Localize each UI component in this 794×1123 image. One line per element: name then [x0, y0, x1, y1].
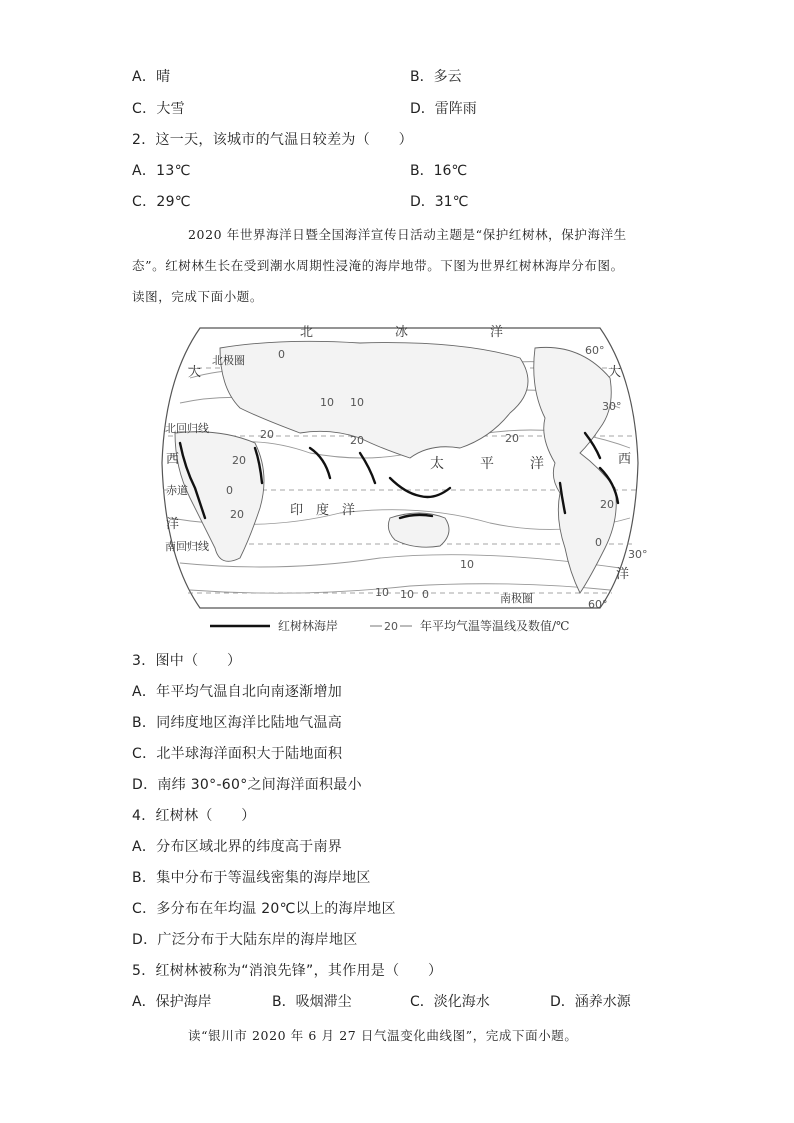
mangrove-world-map	[160, 318, 648, 636]
intro-line-3: 读图，完成下面小题。	[132, 289, 264, 304]
mangrove-coast-southeast-asia	[390, 478, 450, 497]
map-label-pacific-2: 平	[480, 456, 494, 472]
americas-landmass	[534, 347, 617, 593]
map-label-pacific-3: 洋	[530, 456, 544, 472]
legend-isotherm-label: 年平均气温等温线及数值/℃	[420, 619, 570, 633]
isotherm-label-20d: 20	[350, 434, 364, 447]
q5-option-c: C．淡化海水	[410, 994, 490, 1010]
map-label-yang-left: 洋	[166, 517, 180, 532]
isotherm-label-10c: 10	[460, 558, 474, 571]
map-label-north-ice-3: 洋	[490, 325, 504, 340]
map-label-pacific-1: 太	[430, 456, 444, 472]
q4-option-c: C．多分布在年均温 20℃以上的海岸地区	[132, 901, 396, 917]
q2-stem: 2．这一天，该城市的气温日较差为（ ）	[132, 132, 413, 148]
q3-option-b: B．同纬度地区海洋比陆地气温高	[132, 715, 343, 731]
q1-option-a: A．晴	[132, 69, 171, 85]
q2-option-d: D．31℃	[410, 194, 469, 210]
map-label-xi-left: 西	[166, 452, 180, 467]
map-label-equator: 赤道	[166, 484, 188, 497]
isotherm-label-10b: 10	[350, 396, 364, 409]
q4-stem: 4．红树林（ ）	[132, 808, 256, 824]
intro-line-1: 2020 年世界海洋日暨全国海洋宣传日活动主题是“保护红树林，保护海洋生	[188, 227, 627, 242]
isotherm-label-10d: 10	[375, 586, 389, 599]
q2-option-b: B．16℃	[410, 163, 468, 179]
map-label-xi-right: 西	[618, 452, 632, 467]
map-label-30n: 30°	[602, 400, 622, 413]
isotherm-label-20c: 20	[505, 432, 519, 445]
q1-option-d: D．雷阵雨	[410, 101, 477, 117]
isotherm-label-20e: 20	[600, 498, 614, 511]
q3-option-c: C．北半球海洋面积大于陆地面积	[132, 746, 343, 762]
isotherm-label-0a: 0	[278, 348, 285, 361]
q4-option-b: B．集中分布于等温线密集的海岸地区	[132, 870, 371, 886]
map-label-tropic-cancer: 北回归线	[165, 422, 209, 435]
map-label-antarctic-circle: 南极圈	[500, 592, 533, 605]
mangrove-coast-south-asia	[310, 448, 375, 483]
map-label-indian-ocean: 印 度 洋	[290, 503, 356, 518]
map-label-60n: 60°	[585, 344, 605, 357]
q1-option-c: C．大雪	[132, 101, 185, 117]
q3-option-d: D．南纬 30°-60°之间海洋面积最小	[132, 777, 362, 793]
map-label-yang-right: 洋	[616, 567, 630, 582]
australia-landmass	[388, 513, 449, 547]
isotherm-label-20f: 20	[230, 508, 244, 521]
footer-instruction: 读“银川市 2020 年 6 月 27 日气温变化曲线图”，完成下面小题。	[188, 1028, 578, 1043]
q4-option-a: A．分布区域北界的纬度高于南界	[132, 839, 343, 855]
isotherm-label-10e: 10	[400, 588, 414, 601]
q5-stem: 5．红树林被称为“消浪先锋”，其作用是（ ）	[132, 963, 443, 979]
q1-option-b: B．多云	[410, 69, 462, 85]
map-label-da-left: 大	[188, 365, 202, 380]
legend-mangrove-label: 红树林海岸	[278, 619, 339, 633]
isotherm-label-0b: 0	[226, 484, 233, 497]
q5-option-b: B．吸烟滞尘	[272, 994, 352, 1010]
q5-option-a: A．保护海岸	[132, 994, 212, 1010]
isotherm-10-south	[180, 555, 620, 568]
isotherm-label-20a: 20	[260, 428, 274, 441]
isotherm-label-20b: 20	[232, 454, 246, 467]
q3-option-a: A．年平均气温自北向南逐渐增加	[132, 684, 343, 700]
q2-option-a: A．13℃	[132, 163, 191, 179]
map-label-arctic-circle: 北极圈	[212, 354, 245, 367]
map-label-tropic-capricorn: 南回归线	[165, 540, 209, 553]
map-label-north-ice-2: 冰	[395, 325, 409, 340]
intro-line-2: 态”。红树林生长在受到潮水周期性浸淹的海岸地带。下图为世界红树林海岸分布图。	[132, 258, 624, 273]
map-label-30s: 30°	[628, 548, 648, 561]
isotherm-label-10a: 10	[320, 396, 334, 409]
isotherm-label-0d: 0	[595, 536, 602, 549]
q3-stem: 3．图中（ ）	[132, 653, 242, 669]
q4-option-d: D．广泛分布于大陆东岸的海岸地区	[132, 932, 358, 948]
legend-isotherm-sample: 20	[384, 620, 398, 633]
map-label-da-right: 大	[608, 365, 622, 380]
map-label-north-ice-1: 北	[300, 325, 314, 340]
q5-option-d: D．涵养水源	[550, 994, 631, 1010]
map-label-60s: 60°	[588, 598, 608, 611]
q2-option-c: C．29℃	[132, 194, 191, 210]
isotherm-label-0c: 0	[422, 588, 429, 601]
